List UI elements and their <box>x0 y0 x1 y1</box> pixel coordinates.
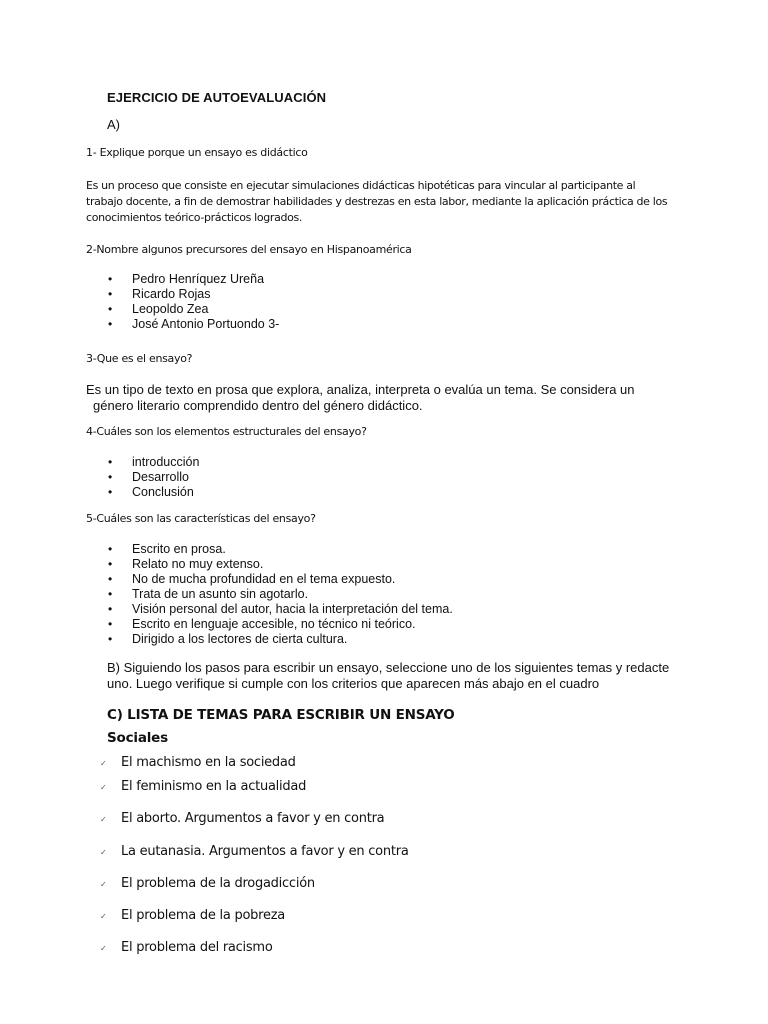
answer-1-line: trabajo docente, a fin de demostrar habilidades y destrezas en esta labor, mediante la aplicación práctica de los <box>86 195 668 208</box>
page-title: EJERCICIO DE AUTOEVALUACIÓN <box>107 90 327 105</box>
answer-1-line: Es un proceso que consiste en ejecutar simulaciones didácticas hipotéticas para vincular al participante al <box>86 179 636 192</box>
section-b-line-2: uno. Luego verifique si cumple con los criterios que aparecen más abajo en el cuadro <box>107 676 600 691</box>
bullet-icon: • <box>108 287 113 301</box>
list-item: • introducción <box>108 455 200 469</box>
list-item: • Desarrollo <box>108 470 189 484</box>
section-b-line-1: B) Siguiendo los pasos para escribir un ensayo, seleccione uno de los siguientes temas y redacte <box>107 660 670 675</box>
question-3: 3-Que es el ensayo? <box>86 352 193 365</box>
checkmark-icon: ✓ <box>100 848 107 857</box>
bullet-icon: • <box>108 470 113 484</box>
list-item: • No de mucha profundidad en el tema expuesto. <box>108 572 396 586</box>
category-heading: Sociales <box>107 730 168 746</box>
bullet-icon: • <box>108 632 113 646</box>
bullet-icon: • <box>108 272 113 286</box>
list-item: • Pedro Henríquez Ureña <box>108 272 265 286</box>
list-item: • Escrito en lenguaje accesible, no técnico ni teórico. <box>108 617 416 631</box>
list-item: • Conclusión <box>108 485 194 499</box>
checkmark-icon: ✓ <box>100 912 107 921</box>
question-5: 5-Cuáles son las características del ensayo? <box>86 512 316 525</box>
list-item: • Visión personal del autor, hacia la interpretación del tema. <box>108 602 453 616</box>
bullet-icon: • <box>108 317 113 331</box>
bullet-icon: • <box>108 455 113 469</box>
bullet-icon: • <box>108 587 113 601</box>
precursors-list <box>108 272 279 332</box>
characteristics-list <box>108 542 453 647</box>
bullet-icon: • <box>108 542 113 556</box>
bullet-icon: • <box>108 602 113 616</box>
checkmark-icon: ✓ <box>100 944 107 953</box>
section-c-heading: C) LISTA DE TEMAS PARA ESCRIBIR UN ENSAYO <box>107 707 455 723</box>
bullet-icon: • <box>108 557 113 571</box>
bullet-icon: • <box>108 572 113 586</box>
document-page: EJERCICIO DE AUTOEVALUACIÓN A) 1- Explique porque un ensayo es didáctico Es un proceso que consiste en ejecutar simulaciones didácticas hipotéticas para vincular al participante al trabajo docente, a fin de demostrar habilidades y destrezas en esta labor, mediante la aplicación práctica de los conocimientos teórico-prácticos logrados. 2-Nombre algunos precursores del ensayo en Hispanoamérica • Pedro Henríquez Ureña • Ricardo Rojas • Leopoldo Zea • José Antonio Portuondo 3- 3-Que es el ensayo? Es un tipo de texto en prosa que explora, analiza, interpreta o evalúa un tema. Se considera un género literario comprendido dentro del género didáctico. 4-Cuáles son los elementos estructurales del ensayo? • introducción • Desarrollo • Conclusión 5-Cuáles son las características del ensayo? • Escrito en prosa. • Relato no muy extenso. • No de mucha profundidad en el tema expuesto. • Trata de un asunto sin agotarlo. • Visión personal del autor, hacia la interpretación del tema. • Escrito en lenguaje accesible, no técnico ni teórico. • Dirigido a los lectores de cierta cultura. B) Siguiendo los pasos para escribir un ensayo, seleccione uno de los siguientes temas y redacte uno. Luego verifique si cumple con los criterios que aparecen más abajo en el cuadro C) LISTA DE TEMAS PARA ESCRIBIR UN ENSAYO Sociales ✓ El machismo en la sociedad ✓ El feminismo en la actualidad ✓ El aborto. Argumentos a favor y en contra ✓ La eutanasia. Argumentos a favor y en contra ✓ El problema de la drogadicción ✓ El problema de la pobreza ✓ El problema del racismo <box>0 0 768 1024</box>
checkmark-icon: ✓ <box>100 783 107 792</box>
list-item: • Dirigido a los lectores de cierta cultura. <box>108 632 348 646</box>
elements-list <box>108 455 199 500</box>
answer-1-line: conocimientos teórico-prácticos logrados. <box>86 211 302 224</box>
section-b <box>107 660 669 692</box>
section-a-label: A) <box>107 117 120 132</box>
question-2: 2-Nombre algunos precursores del ensayo en Hispanoamérica <box>86 243 412 256</box>
bullet-icon: • <box>108 617 113 631</box>
checkmark-icon: ✓ <box>100 815 107 824</box>
list-item: • Escrito en prosa. <box>108 542 226 556</box>
bullet-icon: • <box>108 302 113 316</box>
checkmark-icon: ✓ <box>100 759 107 768</box>
answer-3-line-1: Es un tipo de texto en prosa que explora, analiza, interpreta o evalúa un tema. Se considera un <box>86 382 635 397</box>
list-item: • José Antonio Portuondo 3- <box>108 317 280 331</box>
answer-3 <box>86 382 635 414</box>
answer-3-line-2: género literario comprendido dentro del género didáctico. <box>93 398 423 413</box>
question-4: 4-Cuáles son los elementos estructurales del ensayo? <box>86 425 367 438</box>
list-item: • Relato no muy extenso. <box>108 557 264 571</box>
list-item: • Leopoldo Zea <box>108 302 209 316</box>
answer-1 <box>86 178 676 226</box>
list-item: • Ricardo Rojas <box>108 287 211 301</box>
list-item: • Trata de un asunto sin agotarlo. <box>108 587 309 601</box>
bullet-icon: • <box>108 485 113 499</box>
question-1: 1- Explique porque un ensayo es didáctico <box>86 146 308 159</box>
checkmark-icon: ✓ <box>100 880 107 889</box>
